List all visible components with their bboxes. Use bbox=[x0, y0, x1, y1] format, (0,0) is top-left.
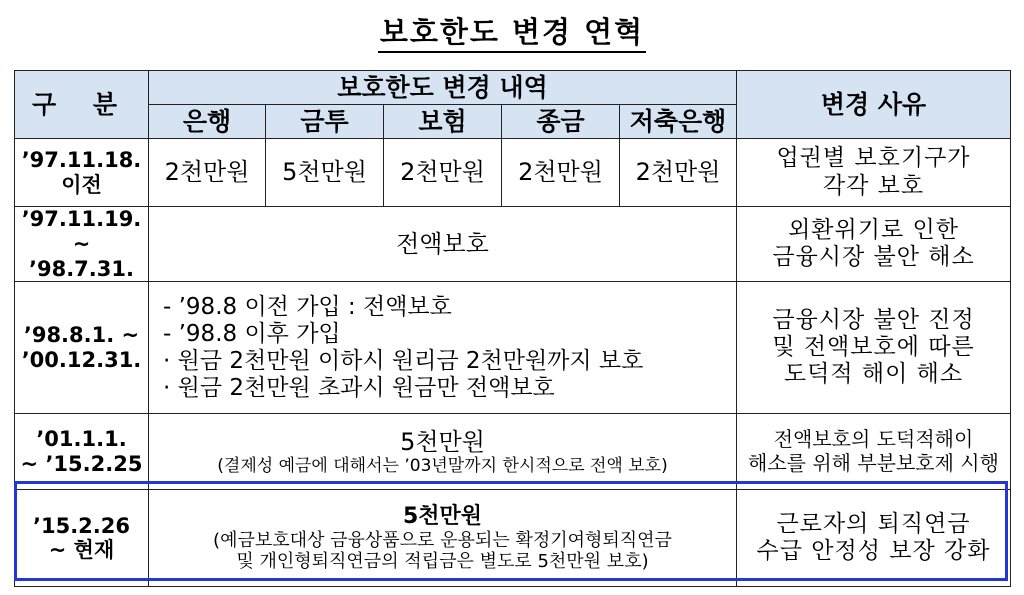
reason-cell bbox=[737, 282, 1011, 414]
reason-line: 금융시장 불안 해소 bbox=[772, 244, 975, 271]
reason-line: 전액보호의 도덕적해이 bbox=[773, 427, 974, 452]
table-row bbox=[15, 282, 1011, 414]
reason-line: 및 전액보호에 따른 bbox=[772, 334, 975, 361]
detail-cell bbox=[149, 414, 737, 490]
detail-line: · 원금 2천만원 이하시 원리금 2천만원까지 보호 bbox=[163, 347, 644, 374]
reason-cell bbox=[737, 490, 1011, 587]
period-end: 이전 bbox=[61, 172, 102, 197]
detail-cell: 전액보호 bbox=[149, 207, 737, 282]
amount-securities: 5천만원 bbox=[266, 139, 384, 207]
reason-line: 해소를 위해 부분보호제 시행 bbox=[748, 450, 999, 475]
period-cell bbox=[15, 207, 149, 282]
reason-line: 수급 안정성 보장 강화 bbox=[756, 538, 991, 565]
detail-note: (결제성 예금에 대해서는 ’03년말까지 한시적으로 전액 보호) bbox=[217, 455, 668, 476]
detail-amount: 5천만원 bbox=[400, 427, 485, 456]
period-end: ~ ’98.7.31. bbox=[29, 231, 134, 281]
period-end: ~ ’15.2.25 bbox=[20, 451, 143, 476]
period-cell bbox=[15, 490, 149, 587]
detail-amount: 5천만원 bbox=[402, 504, 483, 530]
reason-line: 업권별 보호기구가 bbox=[776, 145, 971, 172]
reason-cell bbox=[737, 207, 1011, 282]
header-sector-securities: 금투 bbox=[266, 105, 384, 139]
period-start: ’97.11.18. bbox=[21, 147, 142, 172]
table-row bbox=[15, 207, 1011, 282]
amount-bank: 2천만원 bbox=[149, 139, 266, 207]
period-start: ’97.11.19. bbox=[21, 207, 142, 231]
header-sector-savings-bank: 저축은행 bbox=[620, 105, 737, 139]
header-division: 구 분 bbox=[15, 71, 149, 139]
table-row bbox=[15, 490, 1011, 587]
period-end: ~ 현재 bbox=[48, 538, 115, 563]
amount-insurance: 2천만원 bbox=[384, 139, 502, 207]
detail-line: · 원금 2천만원 초과시 원금만 전액보호 bbox=[163, 374, 555, 401]
period-cell bbox=[15, 282, 149, 414]
period-start: ’15.2.26 bbox=[33, 513, 130, 538]
header-details: 보호한도 변경 내역 bbox=[149, 71, 737, 105]
detail-cell bbox=[149, 490, 737, 587]
period-start: ’98.8.1. ~ bbox=[23, 323, 140, 348]
period-cell bbox=[15, 139, 149, 207]
table-row bbox=[15, 414, 1011, 490]
reason-cell bbox=[737, 414, 1011, 490]
header-sector-insurance: 보험 bbox=[384, 105, 502, 139]
amount-merchant-bank: 2천만원 bbox=[502, 139, 620, 207]
reason-cell bbox=[737, 139, 1011, 207]
detail-note: (예금보호대상 금융상품으로 운용되는 확정기여형퇴직연금 bbox=[213, 530, 672, 552]
page-title bbox=[0, 10, 1024, 51]
reason-line: 도덕적 해이 해소 bbox=[783, 361, 964, 388]
period-cell bbox=[15, 414, 149, 490]
reason-line: 금융시장 불안 진정 bbox=[772, 307, 975, 334]
header-row-1 bbox=[15, 71, 1011, 105]
reason-line: 외환위기로 인한 bbox=[788, 217, 959, 244]
header-reason: 변경 사유 bbox=[737, 71, 1011, 139]
detail-line: - ’98.8 이후 가입 bbox=[163, 320, 341, 347]
reason-line: 각각 보호 bbox=[822, 172, 925, 199]
detail-line: - ’98.8 이전 가입 : 전액보호 bbox=[163, 293, 452, 320]
header-sector-merchant-bank: 종금 bbox=[502, 105, 620, 139]
page-title-text: 보호한도 변경 연혁 bbox=[378, 15, 646, 53]
amount-savings-bank: 2천만원 bbox=[620, 139, 737, 207]
table-row bbox=[15, 139, 1011, 207]
detail-cell bbox=[149, 282, 737, 414]
reason-line: 근로자의 퇴직연금 bbox=[776, 511, 971, 538]
detail-note: 및 개인형퇴직연금의 적립금은 별도로 5천만원 보호) bbox=[236, 551, 649, 573]
header-sector-bank: 은행 bbox=[149, 105, 266, 139]
period-start: ’01.1.1. bbox=[36, 427, 127, 452]
protection-limit-history-table bbox=[14, 70, 1011, 587]
period-end: ’00.12.31. bbox=[21, 347, 142, 372]
